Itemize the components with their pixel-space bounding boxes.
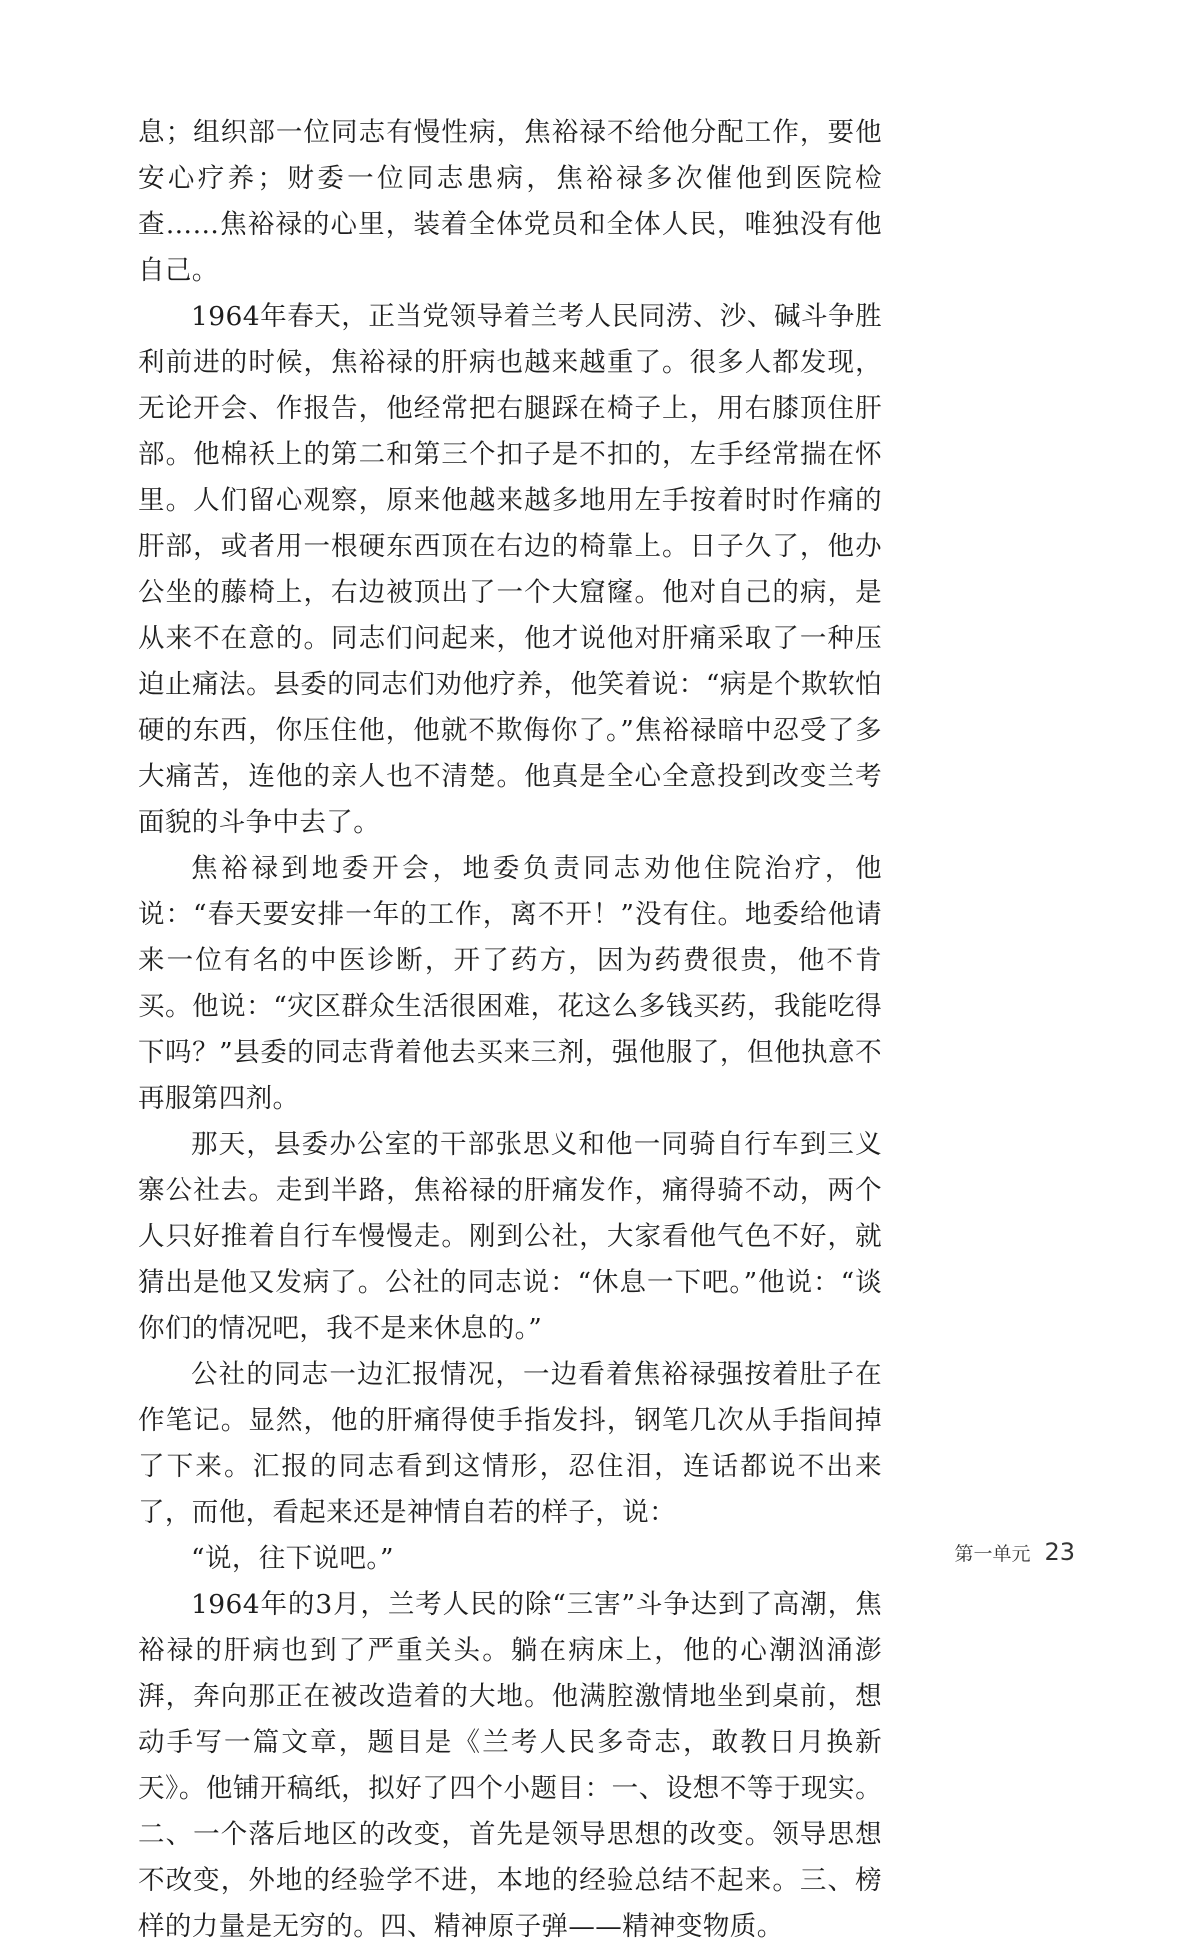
article-body bbox=[138, 110, 882, 1950]
paragraph: 焦裕禄到地委开会，地委负责同志劝他住院治疗，他说：“春天要安排一年的工作，离不开！”没有住。地委给他请来一位有名的中医诊断，开了药方，因为药费很贵，他不肯买。他说：“灾区群众生活很困难，花这么多钱买药，我能吃得下吗？”县委的同志背着他去买来三剂，强他服了，但他执意不再服第四剂。 bbox=[138, 853, 882, 1114]
paragraph: 1964年的3月，兰考人民的除“三害”斗争达到了高潮，焦裕禄的肝病也到了严重关头。躺在病床上，他的心潮汹涌澎湃，奔向那正在被改造着的大地。他满腔激情地坐到桌前，想动手写一篇文章，题目是《兰考人民多奇志，敢教日月换新天》。他铺开稿纸，拟好了四个小题目：一、设想不等于现实。二、一个落后地区的改变，首先是领导思想的改变。领导思想不改变，外地的经验学不进，本地的经验总结不起来。三、榜样的力量是无穷的。四、精神原子弹——精神变物质。 bbox=[138, 1589, 882, 1942]
paragraph: 那天，县委办公室的干部张思义和他一同骑自行车到三义寨公社去。走到半路，焦裕禄的肝痛发作，痛得骑不动，两个人只好推着自行车慢慢走。刚到公社，大家看他气色不好，就猜出是他又发病了。公社的同志说：“休息一下吧。”他说：“谈你们的情况吧，我不是来休息的。” bbox=[138, 1129, 882, 1344]
page-number: 23 bbox=[1044, 1538, 1075, 1566]
paragraph: 公社的同志一边汇报情况，一边看着焦裕禄强按着肚子在作笔记。显然，他的肝痛得使手指发抖，钢笔几次从手指间掉了下来。汇报的同志看到这情形，忍住泪，连话都说不出来了，而他，看起来还是神情自若的样子，说： bbox=[138, 1359, 882, 1528]
paragraph: 1964年春天，正当党领导着兰考人民同涝、沙、碱斗争胜利前进的时候，焦裕禄的肝病也越来越重了。很多人都发现，无论开会、作报告，他经常把右腿踩在椅子上，用右膝顶住肝部。他棉袄上的第二和第三个扣子是不扣的，左手经常揣在怀里。人们留心观察，原来他越来越多地用左手按着时时作痛的肝部，或者用一根硬东西顶在右边的椅靠上。日子久了，他办公坐的藤椅上，右边被顶出了一个大窟窿。他对自己的病，是从来不在意的。同志们问起来，他才说他对肝痛采取了一种压迫止痛法。县委的同志们劝他疗养，他笑着说：“病是个欺软怕硬的东西，你压住他，他就不欺侮你了。”焦裕禄暗中忍受了多大痛苦，连他的亲人也不清楚。他真是全心全意投到改变兰考面貌的斗争中去了。 bbox=[138, 301, 882, 838]
paragraph: “说，往下说吧。” bbox=[191, 1543, 394, 1574]
unit-label: 第一单元 bbox=[954, 1543, 1031, 1565]
paragraph: 息；组织部一位同志有慢性病，焦裕禄不给他分配工作，要他安心疗养；财委一位同志患病，焦裕禄多次催他到医院检查……焦裕禄的心里，装着全体党员和全体人民，唯独没有他自己。 bbox=[138, 117, 882, 286]
page-footer bbox=[954, 1538, 1075, 1566]
